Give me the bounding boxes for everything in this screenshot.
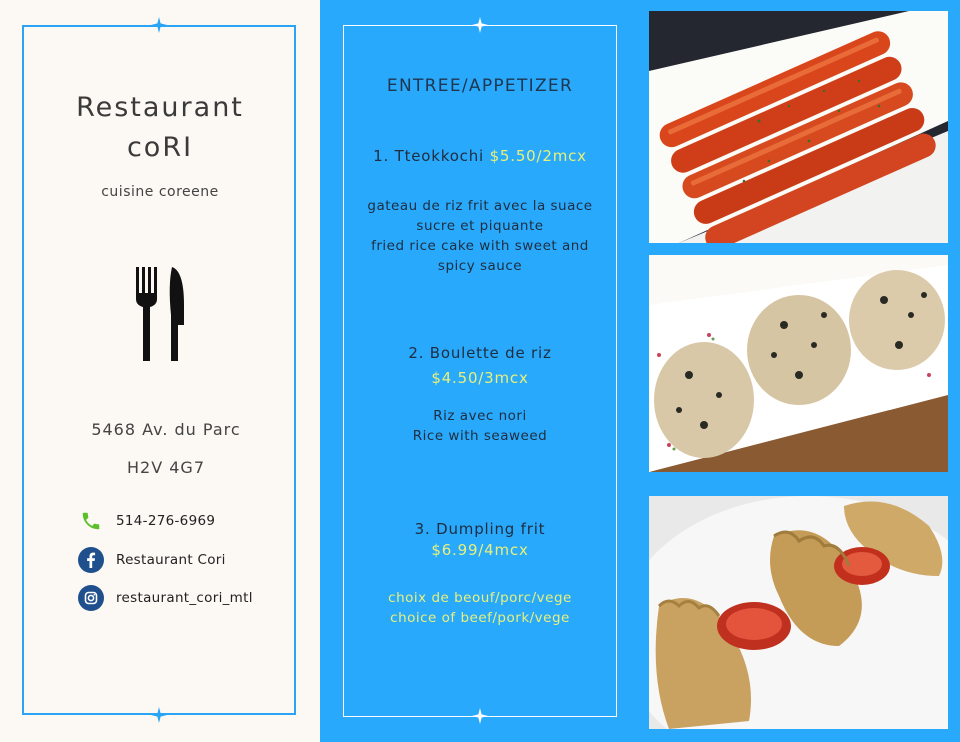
address-street: 5468 Av. du Parc <box>91 420 241 439</box>
sparkle-icon <box>472 708 488 724</box>
description-line: spicy sauce <box>437 258 523 274</box>
phone-icon <box>78 508 104 534</box>
menu-item-3-name: 3. Dumpling frit <box>414 520 546 538</box>
menu-item-name: 1. Tteokkochi <box>373 147 484 165</box>
facebook-name: Restaurant Cori <box>116 552 226 568</box>
facebook-icon <box>78 547 104 573</box>
tagline: cuisine coreene <box>101 184 219 200</box>
contact-instagram[interactable] <box>78 585 253 611</box>
sparkle-icon <box>151 707 167 723</box>
tteokkochi-photo <box>649 11 948 243</box>
instagram-handle: restaurant_cori_mtl <box>116 590 253 606</box>
menu-item-price: $5.50/2mcx <box>489 147 587 165</box>
description-line: choice of beef/pork/vege <box>390 610 570 626</box>
section-title: ENTREE/APPETIZER <box>386 76 574 96</box>
menu-item-2-price: $4.50/3mcx <box>431 369 529 387</box>
address-postal: H2V 4G7 <box>127 458 205 477</box>
contact-phone[interactable] <box>78 508 215 534</box>
sparkle-icon <box>151 17 167 33</box>
dumpling-photo <box>649 496 948 729</box>
rice-ball-photo <box>649 255 948 472</box>
menu-item-1-description <box>343 196 617 276</box>
phone-number: 514-276-6969 <box>116 513 216 529</box>
menu-item-3-description <box>343 588 617 628</box>
restaurant-name-line2: coRI <box>126 132 194 163</box>
sparkle-icon <box>472 17 488 33</box>
restaurant-name-line1: Restaurant <box>76 92 244 123</box>
description-line: gateau de riz frit avec la suace <box>367 198 593 214</box>
description-line: Riz avec nori <box>433 408 527 424</box>
menu-item-3-price: $6.99/4mcx <box>431 541 529 559</box>
description-line: choix de beouf/porc/vege <box>388 590 572 606</box>
description-line: Rice with seaweed <box>412 428 548 444</box>
menu-item-2-name: 2. Boulette de riz <box>408 344 552 362</box>
contact-facebook[interactable] <box>78 547 226 573</box>
fork-knife-icon <box>134 265 186 363</box>
description-line: fried rice cake with sweet and <box>371 238 589 254</box>
menu-item-2-description <box>343 406 617 446</box>
menu-item-1-header <box>343 147 617 165</box>
description-line: sucre et piquante <box>416 218 544 234</box>
instagram-icon <box>78 585 104 611</box>
